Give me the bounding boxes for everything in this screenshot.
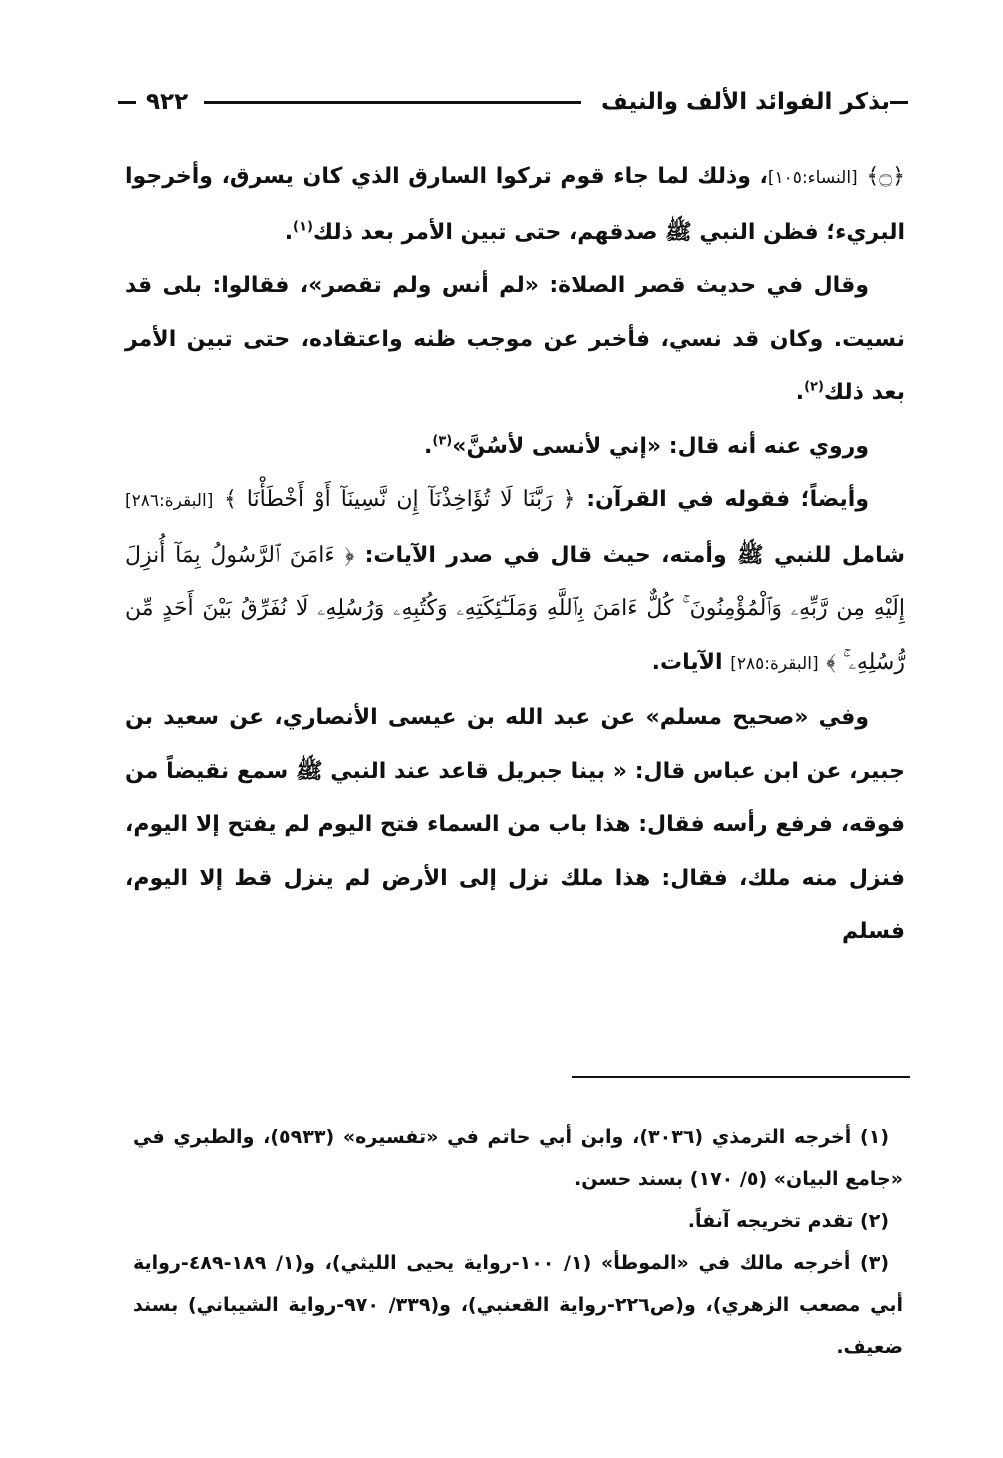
- running-header: [118, 82, 908, 122]
- paragraph-text: شامل للنبي ﷺ وأمته، حيث قال في صدر الآيات:: [354, 542, 905, 568]
- page-number: ٩٢٢: [146, 89, 189, 115]
- quran-verse: ﴿ ءَامَنَ ٱلرَّسُولُ بِمَآ أُنزِلَ إِلَيْهِ مِن رَّبِّهِۦ وَٱلْمُؤْمِنُونَ ۚ كُلٌّ ءَامَنَ بِٱللَّهِ وَمَلَـٰٓئِكَتِهِۦ وَكُتُبِهِۦ وَرُسُلِهِۦ لَا نُفَرِّقُ بَيْنَ أَحَدٍ مِّن رُّسُلِهِۦ ۚ ﴾: [125, 542, 905, 675]
- paragraph-5: [125, 691, 905, 959]
- paragraph-text: وفي «صحيح مسلم» عن عبد الله بن عيسى الأنصاري، عن سعيد بن جبير، عن ابن عباس قال: « بينا جبريل قاعد عند النبي ﷺ سمع نقيضاً من فوقه، فرفع رأسه فقال: هذا باب من السماء فتح اليوم لم يفتح إلا اليوم، فنزل منه ملك، فقال: هذا ملك نزل إلى الأرض لم ينزل قط إلا اليوم، فسلم: [125, 705, 905, 944]
- header-dash-right: [890, 101, 908, 104]
- paragraph-end: .: [795, 380, 805, 405]
- footnote-marker: (١): [293, 219, 313, 235]
- running-title: بذكر الفوائد الألف والنيف: [601, 89, 890, 115]
- paragraph-3: [125, 420, 905, 474]
- paragraph-text: الآيات.: [651, 649, 731, 675]
- paragraph-text: وروي عنه أنه قال: «إني لأنسى لأسُنَّ»: [452, 433, 869, 459]
- footnote-marker: (٢): [804, 379, 824, 395]
- main-text: [125, 150, 905, 959]
- paragraph-2: [125, 259, 905, 420]
- paragraph-end: .: [424, 433, 433, 459]
- paragraph-end: .: [284, 219, 294, 245]
- footnote-2: (٢) تقدم تخريجه آنفاً.: [687, 1210, 889, 1232]
- header-dash-left: [118, 101, 136, 104]
- paragraph-1: [125, 150, 905, 259]
- header-rule: [204, 101, 581, 104]
- footnote-separator: [572, 1076, 910, 1078]
- verse-reference: [البقرة:٢٨٦]: [125, 491, 214, 511]
- quran-verse: ﴿ رَبَّنَا لَا تُؤَاخِذْنَآ إِن نَّسِينَآ أَوْ أَخْطَأْنَا ﴾: [223, 487, 576, 512]
- paragraph-text: ، وذلك لما جاء قوم تركوا السارق الذي كان يسرق، وأخرجوا البريء؛ فظن النبي ﷺ صدقهم، حتى تبين الأمر بعد ذلك: [125, 164, 905, 245]
- footnote-1: (١) أخرجه الترمذي (٣٠٣٦)، وابن أبي حاتم في «تفسيره» (٥٩٣٣)، والطبري في «جامع البيان» (٥/ ١٧٠) بسند حسن.: [133, 1126, 903, 1190]
- verse-end-bracket: ﴿۝﴾: [866, 164, 905, 189]
- paragraph-text: وقال في حديث قصر الصلاة: «لم أنس ولم تقصر»، فقالوا: بلى قد نسيت. وكان قد نسي، فأخبر عن موجب ظنه واعتقاده، حتى تبين الأمر بعد ذلك: [125, 273, 905, 405]
- footnote-marker: (٣): [432, 433, 453, 449]
- paragraph-4: [125, 473, 905, 691]
- footnotes: [133, 1116, 903, 1368]
- footnote-3: (٣) أخرجه مالك في «الموطأ» (١/ ١٠٠-رواية يحيى الليثي)، و(١/ ١٨٩-٤٨٩-رواية أبي مصعب الزهري)، و(ص٢٢٦-رواية القعنبي)، و(٣٣٩/ ٩٧٠-رواية الشيباني) بسند ضعيف.: [133, 1252, 903, 1358]
- verse-reference: [البقرة:٢٨٥]: [730, 653, 819, 674]
- verse-reference: [النساء:١٠٥]: [767, 168, 858, 188]
- paragraph-text: وأيضاً؛ فقوله في القرآن:: [575, 487, 869, 512]
